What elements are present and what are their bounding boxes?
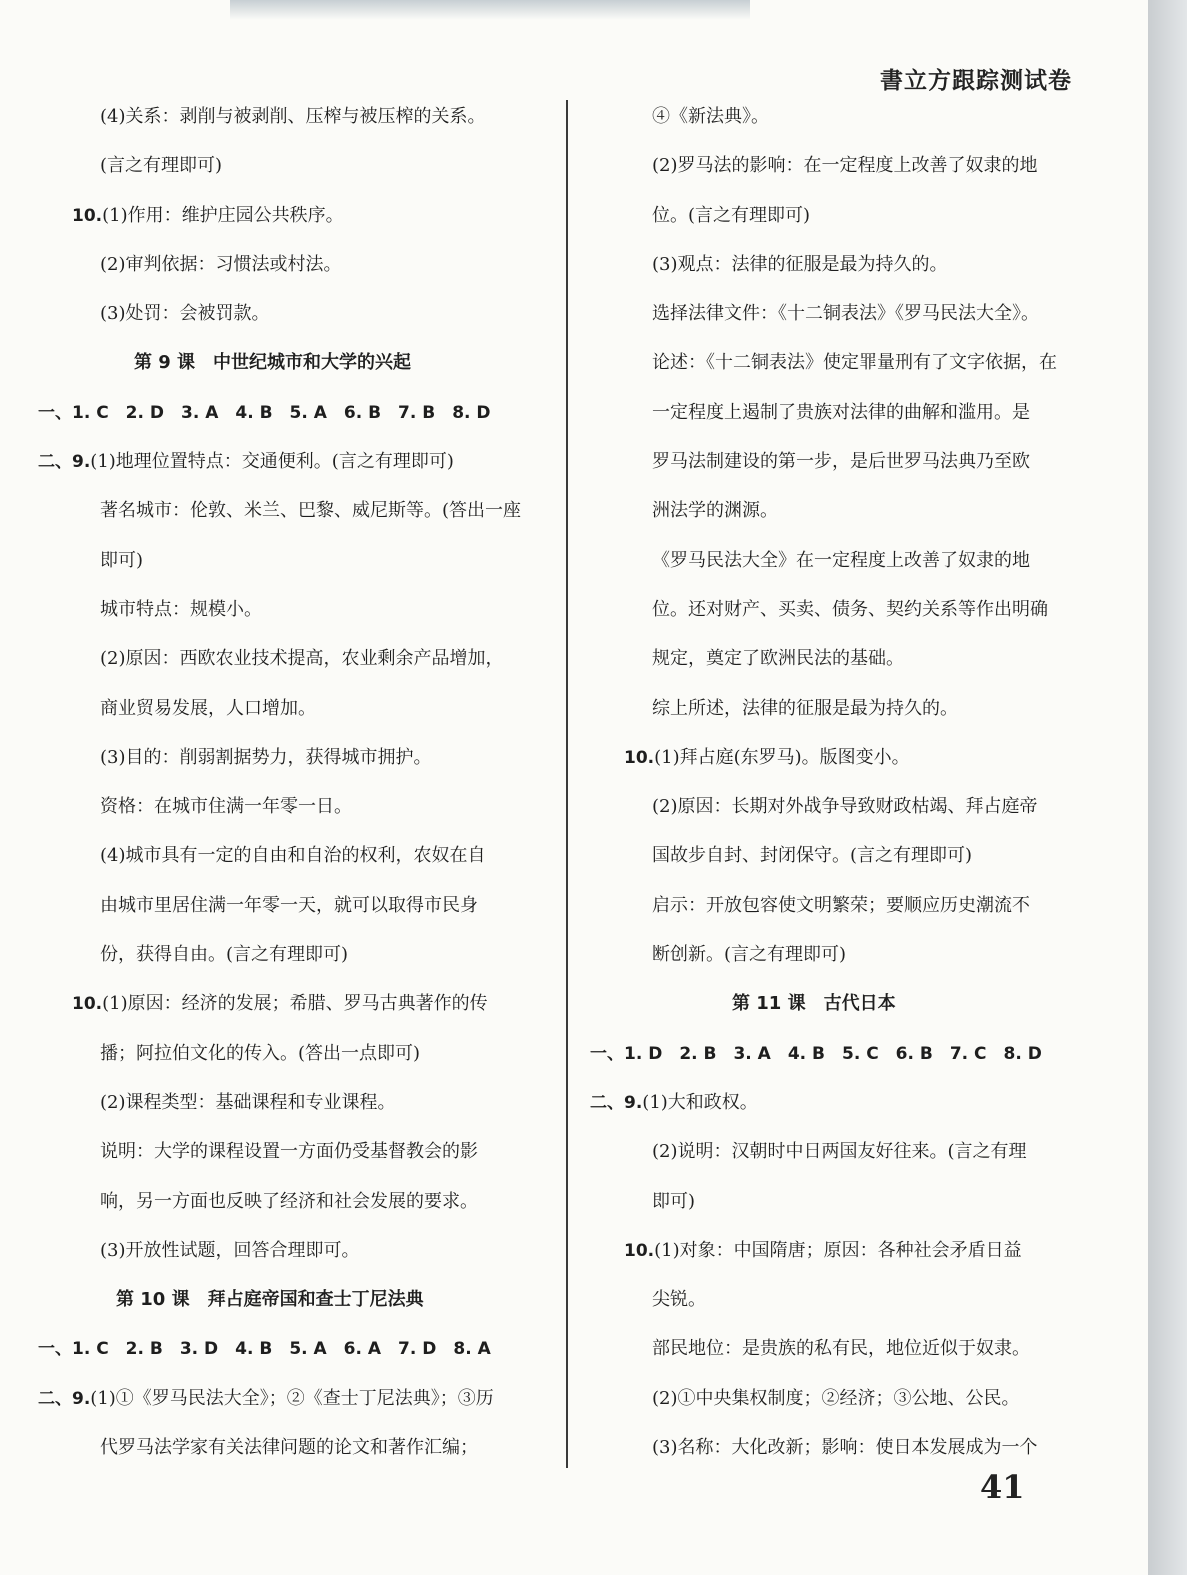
answer-line xyxy=(590,289,1080,338)
answer-text: 即可) xyxy=(100,549,144,571)
answer-line xyxy=(38,782,548,831)
answer-line xyxy=(38,191,548,240)
question-number: 二、9. xyxy=(38,1388,91,1409)
answer-line xyxy=(590,585,1080,634)
answer-text: 综上所述，法律的征服是最为持久的。 xyxy=(652,697,958,719)
answer-line xyxy=(38,684,548,733)
answer-line xyxy=(38,1127,548,1176)
answer-text: (1)对象：中国隋唐；原因：各种社会矛盾日益 xyxy=(654,1239,1022,1261)
answer-key: 一、1. D 2. B 3. A 4. B 5. C 6. B 7. C 8. D xyxy=(590,1043,1042,1064)
answer-line xyxy=(590,338,1080,387)
answer-text: 《罗马民法大全》在一定程度上改善了奴隶的地 xyxy=(652,549,1030,571)
answer-key: 一、1. C 2. B 3. D 4. B 5. A 6. A 7. D 8. A xyxy=(38,1339,491,1360)
answer-text: 响，另一方面也反映了经济和社会发展的要求。 xyxy=(100,1190,478,1212)
answer-text: (2)罗马法的影响：在一定程度上改善了奴隶的地 xyxy=(652,155,1038,177)
answer-text: (2)课程类型：基础课程和专业课程。 xyxy=(100,1091,396,1113)
answer-text: 商业贸易发展，人口增加。 xyxy=(100,697,316,719)
answer-text: (2)审判依据：习惯法或村法。 xyxy=(100,253,342,275)
answer-line xyxy=(38,1029,548,1078)
answer-text: ④《新法典》。 xyxy=(652,106,769,127)
answer-text: 规定，奠定了欧洲民法的基础。 xyxy=(652,648,904,670)
answer-text: (1)原因：经济的发展；希腊、罗马古典著作的传 xyxy=(102,993,488,1015)
answer-text: (1)大和政权。 xyxy=(642,1091,758,1113)
answer-text: 位。还对财产、买卖、债务、契约关系等作出明确 xyxy=(652,598,1048,620)
answer-text: 部民地位：是贵族的私有民，地位近似于奴隶。 xyxy=(652,1338,1030,1360)
answer-text: (3)目的：削弱割据势力，获得城市拥护。 xyxy=(100,746,432,768)
answer-text: (2)原因：长期对外战争导致财政枯竭、拜占庭帝 xyxy=(652,796,1038,818)
answer-text: 断创新。(言之有理即可) xyxy=(652,944,847,966)
question-number: 10. xyxy=(624,1240,655,1261)
answer-line xyxy=(38,733,548,782)
answer-text: (1)拜占庭(东罗马)。版图变小。 xyxy=(654,746,910,768)
answer-text: 由城市里居住满一年零一天，就可以取得市民身 xyxy=(100,894,478,916)
answer-text: (言之有理即可) xyxy=(100,155,223,177)
answer-line xyxy=(38,486,548,535)
answer-line xyxy=(590,1423,1080,1472)
page-number: 41 xyxy=(980,1468,1025,1506)
lesson-heading xyxy=(590,979,1080,1028)
multiple-choice-answers xyxy=(38,1324,548,1373)
question-number: 10. xyxy=(72,205,103,226)
answer-line xyxy=(590,881,1080,930)
answer-line xyxy=(38,1078,548,1127)
answer-line xyxy=(590,1374,1080,1423)
page-stain xyxy=(230,0,750,20)
answer-text: 说明：大学的课程设置一方面仍受基督教会的影 xyxy=(100,1141,478,1163)
answer-text: (1)地理位置特点：交通便利。(言之有理即可) xyxy=(90,451,454,473)
header-title: 書立方跟踪测试卷 xyxy=(880,68,1072,94)
answer-line xyxy=(590,634,1080,683)
scan-edge xyxy=(1148,0,1187,1575)
answer-text: 著名城市：伦敦、米兰、巴黎、威尼斯等。(答出一座 xyxy=(100,500,522,522)
answer-line xyxy=(38,1374,548,1423)
question-number: 10. xyxy=(624,747,655,768)
answer-line xyxy=(590,92,1080,141)
answer-text: 启示：开放包容使文明繁荣；要顺应历史潮流不 xyxy=(652,894,1030,916)
left-column xyxy=(38,92,548,1472)
answer-line xyxy=(38,1226,548,1275)
answer-text: (3)开放性试题，回答合理即可。 xyxy=(100,1239,360,1261)
answer-text: (2)①中央集权制度；②经济；③公地、公民。 xyxy=(652,1387,1020,1409)
lesson-heading xyxy=(38,1275,548,1324)
question-number: 二、9. xyxy=(590,1092,643,1113)
answer-line xyxy=(590,388,1080,437)
answer-text: 份，获得自由。(言之有理即可) xyxy=(100,944,349,966)
column-divider xyxy=(566,100,568,1468)
answer-line xyxy=(38,1423,548,1472)
multiple-choice-answers xyxy=(590,1029,1080,1078)
answer-line xyxy=(590,141,1080,190)
answer-line xyxy=(38,831,548,880)
answer-text: 洲法学的渊源。 xyxy=(652,500,778,522)
answer-line xyxy=(590,486,1080,535)
lesson-heading-text: 第 11 课 古代日本 xyxy=(732,993,896,1015)
answer-text: 城市特点：规模小。 xyxy=(100,598,262,620)
answer-line xyxy=(38,289,548,338)
answer-text: 代罗马法学家有关法律问题的论文和著作汇编； xyxy=(100,1437,478,1459)
answer-text: (4)城市具有一定的自由和自治的权利，农奴在自 xyxy=(100,845,486,867)
answer-key: 一、1. C 2. D 3. A 4. B 5. A 6. B 7. B 8. D xyxy=(38,402,491,423)
answer-line xyxy=(590,1226,1080,1275)
answer-line xyxy=(590,1127,1080,1176)
answer-line xyxy=(38,979,548,1028)
answer-line xyxy=(38,930,548,979)
answer-line xyxy=(590,536,1080,585)
answer-line xyxy=(38,536,548,585)
answer-line xyxy=(590,684,1080,733)
multiple-choice-answers xyxy=(38,388,548,437)
answer-text: 资格：在城市住满一年零一日。 xyxy=(100,796,352,818)
answer-line xyxy=(590,1177,1080,1226)
answer-line xyxy=(38,240,548,289)
answer-text: (1)作用：维护庄园公共秩序。 xyxy=(102,204,344,226)
answer-line xyxy=(38,437,548,486)
answer-text: (3)处罚：会被罚款。 xyxy=(100,303,270,325)
answer-text: 选择法律文件：《十二铜表法》《罗马民法大全》。 xyxy=(652,303,1039,325)
answer-line xyxy=(590,1324,1080,1373)
answer-text: (2)原因：西欧农业技术提高，农业剩余产品增加， xyxy=(100,648,504,670)
answer-text: 尖锐。 xyxy=(652,1289,706,1311)
right-column xyxy=(590,92,1080,1472)
answer-line xyxy=(590,930,1080,979)
answer-text: 即可) xyxy=(652,1190,696,1212)
answer-line xyxy=(38,141,548,190)
lesson-heading-text: 第 9 课 中世纪城市和大学的兴起 xyxy=(134,352,412,374)
answer-text: (2)说明：汉朝时中日两国友好往来。(言之有理 xyxy=(652,1141,1027,1163)
answer-text: 播；阿拉伯文化的传入。(答出一点即可) xyxy=(100,1042,421,1064)
answer-text: 位。(言之有理即可) xyxy=(652,204,811,226)
answer-line xyxy=(590,1078,1080,1127)
question-number: 10. xyxy=(72,994,103,1015)
answer-text: (4)关系：剥削与被剥削、压榨与被压榨的关系。 xyxy=(100,106,486,127)
answer-line xyxy=(590,831,1080,880)
answer-line xyxy=(38,585,548,634)
lesson-heading-text: 第 10 课 拜占庭帝国和查士丁尼法典 xyxy=(116,1289,424,1311)
answer-line xyxy=(38,1177,548,1226)
answer-line xyxy=(590,191,1080,240)
answer-text: (1)①《罗马民法大全》；②《查士丁尼法典》；③历 xyxy=(90,1387,494,1409)
answer-line xyxy=(590,782,1080,831)
answer-text: 国故步自封、封闭保守。(言之有理即可) xyxy=(652,845,973,867)
answer-text: 一定程度上遏制了贵族对法律的曲解和滥用。是 xyxy=(652,401,1030,423)
answer-text: (3)观点：法律的征服是最为持久的。 xyxy=(652,253,948,275)
answer-line xyxy=(590,240,1080,289)
answer-text: 罗马法制建设的第一步，是后世罗马法典乃至欧 xyxy=(652,451,1030,473)
answer-line xyxy=(590,1275,1080,1324)
answer-line xyxy=(38,634,548,683)
answer-line xyxy=(38,881,548,930)
question-number: 二、9. xyxy=(38,452,91,473)
answer-line xyxy=(590,733,1080,782)
answer-line xyxy=(38,92,548,141)
lesson-heading xyxy=(38,338,548,387)
answer-text: (3)名称：大化改新；影响：使日本发展成为一个 xyxy=(652,1437,1038,1459)
answer-line xyxy=(590,437,1080,486)
answer-text: 论述：《十二铜表法》使定罪量刑有了文字依据，在 xyxy=(652,352,1057,374)
